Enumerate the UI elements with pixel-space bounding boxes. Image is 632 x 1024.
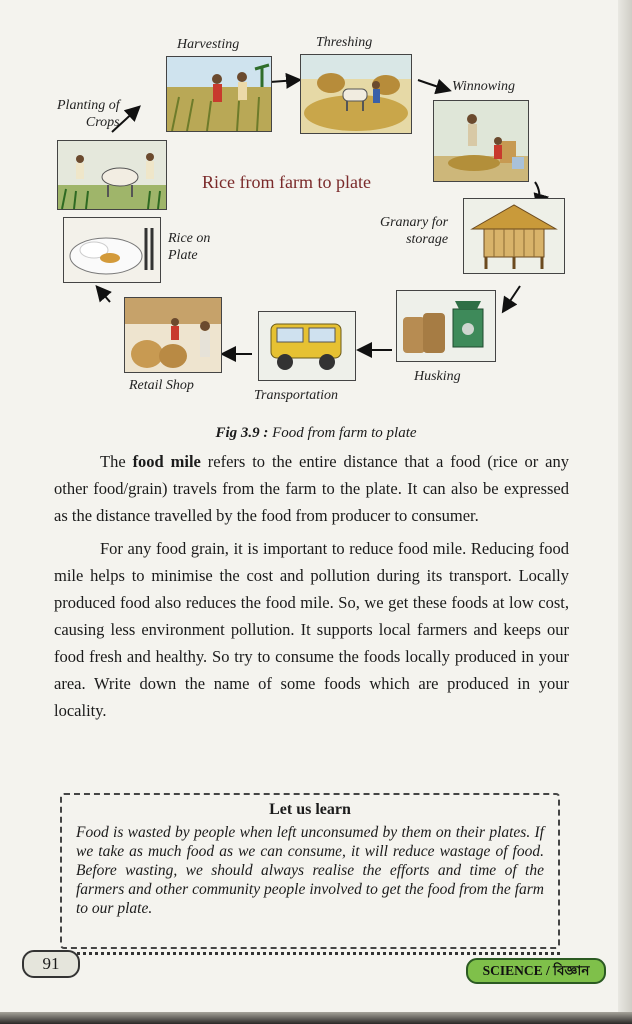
husking-illustration [396,290,496,362]
label-planting: Planting of Crops [57,98,120,130]
caption-label: Fig 3.9 : [215,425,269,441]
subject-badge: SCIENCE / বিজ্ঞান [466,958,606,984]
learn-text: Food is wasted by people when left unconsumed by them on their plates. If we take as much food as we can consume, it will reduce wastage of food. Before wasting, we should always realise the efforts and time of the farmers and other community people involved to get the food from the farm to our plate. [76,824,544,917]
label-retail-shop: Retail Shop [129,378,194,393]
page-spine-shadow [618,0,632,1024]
label-rice-on-plate: Rice on Plate [168,231,211,263]
label-transportation: Transportation [254,388,339,403]
transportation-illustration [258,311,356,381]
figure-caption [0,425,632,442]
dotted-divider [60,944,560,955]
label-threshing: Threshing [316,35,373,50]
label-winnowing: Winnowing [452,79,516,94]
label-harvesting: Harvesting [177,37,240,52]
caption-text: Food from farm to plate [272,425,417,441]
rice-cycle-diagram [40,20,600,425]
granary-illustration [463,198,565,274]
planting-illustration [57,140,167,210]
rice-plate-illustration [63,217,161,283]
paragraph-food-mile [54,448,569,529]
retail-shop-illustration [124,297,222,373]
body-text [54,448,569,724]
food-mile-term: food mile [132,452,201,471]
let-us-learn-box [60,793,560,949]
threshing-illustration [300,54,412,134]
p1-pre: The [100,452,133,471]
learn-title: Let us learn [269,801,351,818]
label-husking: Husking [414,369,461,384]
winnowing-illustration [433,100,529,182]
page-number: 91 [22,950,80,978]
page-bottom-edge [0,1012,632,1024]
harvesting-illustration [166,56,272,132]
diagram-center-title: Rice from farm to plate [202,172,371,192]
paragraph-reduce-food-mile: For any food grain, it is important to reduce food mile. Reducing food mile helps to minimise the cost and pollution during its transport. Locally produced food also reduces the food mile. So, we get these foods at low cost, causing less environment pollution. It supports local farmers and keeps our food fresh and healthy. So try to consume the foods locally produced in your area. Write down the name of some foods which are produced in your locality. [54,539,569,720]
label-granary: Granary for storage [380,215,449,247]
p1-post: refers to the entire distance that a food (rice or any other food/grain) travels from the farm to the plate. It can also be expressed as the distance travelled by the food from producer to consumer. [54,452,570,525]
